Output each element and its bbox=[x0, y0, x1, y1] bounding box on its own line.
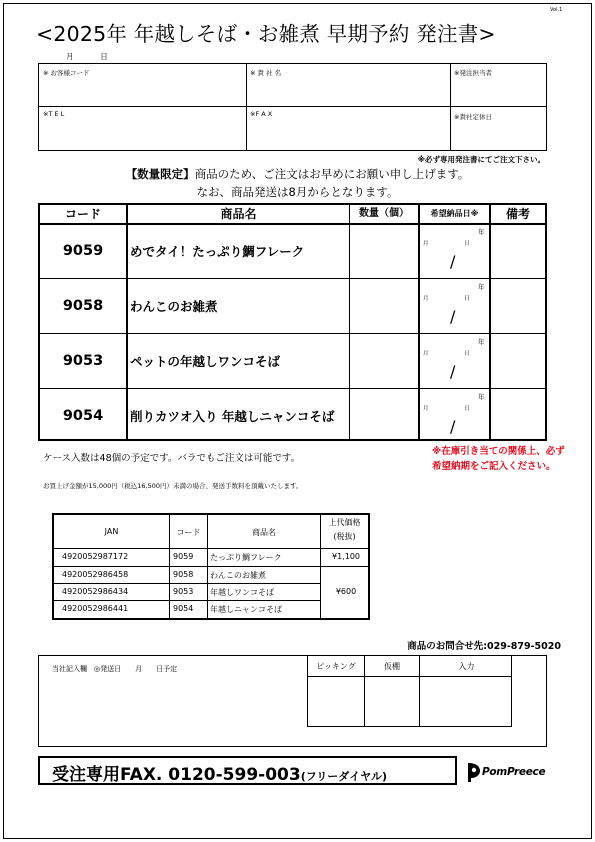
order-fax-box bbox=[38, 756, 457, 785]
internal-use-box bbox=[38, 655, 547, 747]
date-slash: / bbox=[450, 252, 456, 271]
order-table bbox=[38, 203, 547, 441]
jan-product-name: 年越しニャンコそば bbox=[210, 605, 282, 614]
order-row bbox=[40, 224, 545, 279]
logo-mark-icon bbox=[465, 761, 481, 783]
order-row bbox=[40, 279, 545, 334]
year-label: 年 bbox=[478, 283, 485, 291]
fax-label: ※F A X bbox=[250, 110, 273, 118]
jan-number: 4920052987172 bbox=[62, 552, 129, 561]
date-slash: / bbox=[450, 362, 456, 381]
date-slash: / bbox=[450, 417, 456, 436]
page-title: <2025年 年越しそば・お雑煮 早期予約 発注書> bbox=[36, 22, 496, 46]
product-code: 9053 bbox=[62, 353, 104, 369]
product-name: ペットの年越しワンコそば bbox=[130, 354, 281, 369]
price-header-line1: 上代価格 bbox=[328, 518, 361, 527]
person-in-charge-label: ※発注担当者 bbox=[454, 69, 492, 77]
jan-table bbox=[52, 513, 370, 620]
temp-shelf-header: 仮棚 bbox=[384, 662, 400, 671]
month-label: 月 bbox=[423, 406, 429, 412]
product-code: 9059 bbox=[62, 243, 104, 259]
jan-product-name: たっぷり鯛フレーク bbox=[210, 553, 282, 562]
product-code: 9058 bbox=[62, 298, 104, 314]
limited-notice-line1 bbox=[0, 166, 595, 182]
jan-number: 4920052986441 bbox=[62, 604, 129, 613]
header-remarks: 備考 bbox=[505, 207, 530, 221]
shipping-notice: なお、商品発送は8月からとなります。 bbox=[196, 185, 399, 199]
company-name-label: ※ 貴 社 名 bbox=[250, 69, 282, 77]
jan-shared-price: ¥600 bbox=[335, 587, 357, 596]
case-quantity-note: ケース入数は48個の予定です。バラでもご注文は可能です。 bbox=[43, 453, 301, 464]
version-label: Vol.1 bbox=[550, 7, 563, 13]
stock-allocation-note: ※在庫引き当ての関係上、必ず希望納期をご記入ください。 bbox=[432, 446, 565, 472]
customer-code-label: ※ お客様コード bbox=[43, 69, 90, 77]
jan-code: 9054 bbox=[173, 604, 194, 613]
order-row bbox=[40, 389, 545, 444]
product-name: 削りカツオ入り 年越しニャンコそば bbox=[130, 409, 335, 424]
day-label: 日 bbox=[464, 351, 470, 357]
header-code: コード bbox=[64, 207, 101, 221]
jan-code-header: コード bbox=[176, 528, 201, 537]
jan-code: 9059 bbox=[173, 552, 194, 561]
month-label: 月 bbox=[423, 351, 429, 357]
header-product-name: 商品名 bbox=[220, 207, 257, 221]
product-inquiry-contact: 商品のお問合せ先:029-879-5020 bbox=[407, 641, 561, 652]
jan-price: ¥1,100 bbox=[332, 552, 360, 561]
header-quantity: 数量（個） bbox=[359, 208, 409, 219]
year-label: 年 bbox=[478, 393, 485, 401]
order-row bbox=[40, 334, 545, 389]
price-header-line2: (税抜) bbox=[333, 532, 356, 541]
jan-number: 4920052986458 bbox=[62, 570, 129, 579]
limited-notice-text: 商品のため、ご注文はお早めにお願い申し上げます。 bbox=[194, 167, 470, 181]
jan-code: 9053 bbox=[173, 587, 194, 596]
must-use-form-note: ※必ず専用発注書にてご注文下さい。 bbox=[417, 155, 545, 164]
fax-free-dial: (フリーダイヤル) bbox=[300, 770, 387, 783]
logo-text: PomPreece bbox=[482, 766, 546, 778]
jan-header: JAN bbox=[104, 527, 119, 536]
product-code: 9054 bbox=[62, 408, 104, 424]
month-label: 月 bbox=[423, 241, 429, 247]
fax-main-text: 受注専用FAX. 0120-599-003 bbox=[52, 765, 301, 785]
date-slash: / bbox=[450, 307, 456, 326]
jan-name-header: 商品名 bbox=[252, 528, 276, 537]
limited-quantity-label: 【数量限定】 bbox=[125, 167, 195, 181]
input-header: 入力 bbox=[458, 662, 475, 671]
customer-info-table bbox=[38, 63, 547, 151]
year-label: 年 bbox=[478, 338, 485, 346]
product-name: めでタイ！たっぷり鯛フレーク bbox=[130, 244, 305, 259]
day-label: 日 bbox=[464, 406, 470, 412]
tel-label: ※T E L bbox=[43, 110, 65, 118]
internal-entry-text: 当社記入欄 ◎発送日 月 日予定 bbox=[52, 665, 178, 673]
jan-product-name: 年越しワンコそば bbox=[210, 588, 274, 597]
jan-product-name: わんこのお雑煮 bbox=[210, 571, 266, 580]
date-month: 月 bbox=[66, 52, 74, 61]
jan-code: 9058 bbox=[173, 570, 194, 579]
day-label: 日 bbox=[464, 296, 470, 302]
date-line bbox=[66, 51, 108, 62]
date-day: 日 bbox=[100, 52, 108, 61]
month-label: 月 bbox=[423, 296, 429, 302]
product-name: わんこのお雑煮 bbox=[130, 299, 218, 314]
fax-number bbox=[52, 760, 387, 785]
holiday-label: ※貴社定休日 bbox=[454, 113, 492, 121]
shipping-fee-note: お買上げ金額が15,000円（税込16,500円）未満の場合、発送手数料を頂戴いたします。 bbox=[43, 482, 303, 490]
picking-header: ピッキング bbox=[316, 662, 356, 671]
year-label: 年 bbox=[478, 228, 485, 236]
day-label: 日 bbox=[464, 241, 470, 247]
staff-check-grid bbox=[307, 656, 512, 727]
jan-number: 4920052986434 bbox=[62, 587, 129, 596]
header-delivery-date: 希望納品日※ bbox=[430, 209, 479, 218]
company-logo bbox=[465, 760, 555, 784]
